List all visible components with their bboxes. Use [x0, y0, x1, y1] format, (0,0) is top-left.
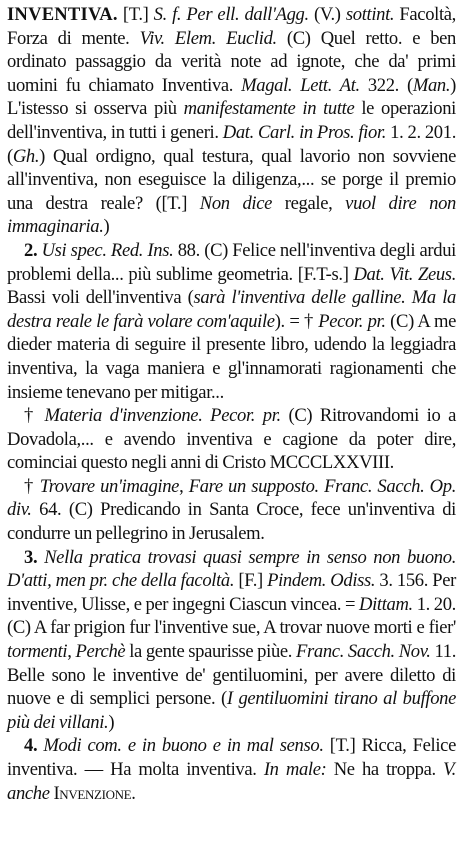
entry-text: Ne ha troppa.	[326, 759, 444, 780]
entry-italic-text: Usi spec. Red. Ins.	[41, 239, 174, 261]
entry-text: †	[24, 405, 45, 427]
entry-text: [F.]	[234, 570, 268, 592]
entry-italic-text: Viv. Elem. Euclid.	[139, 27, 277, 49]
entry-text: [T.] Ricca, Felice inventiva. — Ha molta inventiva.	[7, 735, 456, 780]
entry-italic-text: Perchè	[75, 641, 126, 663]
entry-text: Facoltà, Forza di mente.	[7, 4, 456, 49]
entry-text: regale,	[272, 192, 346, 214]
dictionary-entry-inventiva	[7, 3, 456, 805]
entry-text: 11. Belle sono le inventive de' gentiluomini, per avere diletto di nuove e di semplici persone. (	[7, 641, 456, 710]
entry-italic-text: Dat. Carl. in Pros. fior.	[222, 121, 387, 143]
entry-italic-text: Gh.	[12, 145, 40, 167]
entry-italic-text: Nella pratica trovasi quasi sempre in senso non buono. D'atti, men pr. che della facoltà.	[7, 546, 456, 592]
entry-text: ,	[67, 641, 76, 663]
entry-text: la gente spaurisse piùe.	[125, 641, 296, 663]
sense-number: 2.	[24, 239, 38, 261]
entry-text: 322. (	[359, 74, 413, 96]
entry-italic-text: Magal. Lett. At.	[241, 74, 360, 96]
entry-text: ) L'istesso si osserva più	[7, 74, 457, 120]
entry-italic-text: Trovare un'imagine	[39, 475, 180, 497]
entry-paragraph-p1	[7, 3, 456, 239]
entry-italic-text: manifestamente in tutte	[183, 98, 355, 120]
entry-italic-text: sarà l'inventiva delle galline. Ma la destra reale le farà volare com'aquile	[7, 287, 456, 332]
sense-number: 3.	[24, 546, 38, 568]
entry-paragraph-p2	[7, 239, 456, 404]
entry-text: ). = †	[274, 310, 319, 332]
small-caps-text: Invenzione.	[53, 782, 136, 804]
entry-text: ) Qual ordigno, qual testura, qual lavorio non sovviene all'inventiva, non eseguisce la diligenza,... se porge il premio una destra reale? ([T.]	[7, 145, 456, 214]
entry-italic-text: tormenti	[7, 641, 68, 663]
entry-italic-text: S. f. Per ell. dall'Agg.	[153, 4, 309, 25]
entry-italic-text: Non dice	[199, 192, 273, 214]
entry-italic-text: Man.	[412, 74, 451, 96]
entry-italic-text: In male:	[263, 759, 327, 780]
entry-text: (C) Quel retto. e ben ordinato passaggio da verità note ad ignote, che da' primi uomini fu chiamato Inventiva.	[7, 27, 457, 96]
entry-italic-text: Dittam.	[359, 593, 413, 615]
small-caps-text: MCCCLXXVIII.	[269, 452, 394, 474]
entry-italic-text: Fare un supposto. Franc. Sacch. Op. div.	[7, 475, 456, 521]
entry-text: (V.)	[308, 4, 346, 25]
entry-paragraph-p3	[7, 404, 456, 475]
entry-text: le operazioni dell'inventiva, in tutti i generi.	[7, 98, 456, 143]
entry-text: )	[108, 711, 115, 733]
entry-italic-text: Dat. Vit. Zeus.	[353, 263, 456, 285]
entry-italic-text: V. anche	[7, 759, 456, 804]
entry-italic-text: Materia d'invenzione. Pecor. pr.	[44, 405, 281, 427]
entry-text: 1. 20. (C) A far prigion fur l'inventive sue, A trovar nuove morti e fier'	[7, 593, 456, 639]
entry-italic-text: I gentiluomini tirano al buffone più dei villani.	[7, 688, 456, 733]
entry-italic-text: Pindem. Odiss.	[267, 570, 376, 592]
entry-paragraph-p4	[7, 475, 456, 546]
entry-text: )	[103, 216, 110, 238]
entry-text: (C) A me dieder materia di seguire il presente libro, udendo la leggiadra inventiva, la vaga maniera e gl'innamorati ragionamenti che insieme tenevano per mitigar...	[7, 310, 456, 403]
entry-italic-text: sottint.	[345, 4, 395, 25]
sense-number: 4.	[24, 735, 38, 757]
entry-text: (C) Ritrovandomi io a Dovadola,... e avendo inventiva e cagione da poter dire, cominciai questo negli anni di Cristo	[7, 405, 456, 474]
entry-paragraph-p6	[7, 734, 456, 805]
entry-text: 3. 156. Per inventive, Ulisse, e per ingegni Ciascun vincea. =	[7, 570, 456, 615]
entry-paragraph-p5	[7, 546, 456, 735]
entry-text: Bassi voli dell'inventiva (	[7, 287, 194, 309]
headword: INVENTIVA.	[7, 4, 118, 25]
entry-italic-text: Modi com. e in buono e in mal senso.	[43, 735, 324, 757]
entry-italic-text: vuol dire non immaginaria.	[7, 192, 456, 238]
entry-text: 64. (C) Predicando in Santa Croce, fece un'inventiva di condurre un pellegrino in Jerusalem.	[7, 499, 456, 545]
entry-italic-text: Franc. Sacch. Nov.	[296, 641, 431, 663]
entry-text: 88. (C) Felice nell'inventiva degli ardui problemi della... più sublime geometria. [F.T-s.]	[7, 239, 456, 285]
entry-text: [T.]	[117, 4, 154, 25]
entry-text: †	[24, 475, 40, 497]
entry-italic-text: Pecor. pr.	[318, 310, 386, 332]
entry-text: 1. 2. 201. (	[7, 121, 456, 167]
entry-text: ,	[179, 475, 189, 497]
